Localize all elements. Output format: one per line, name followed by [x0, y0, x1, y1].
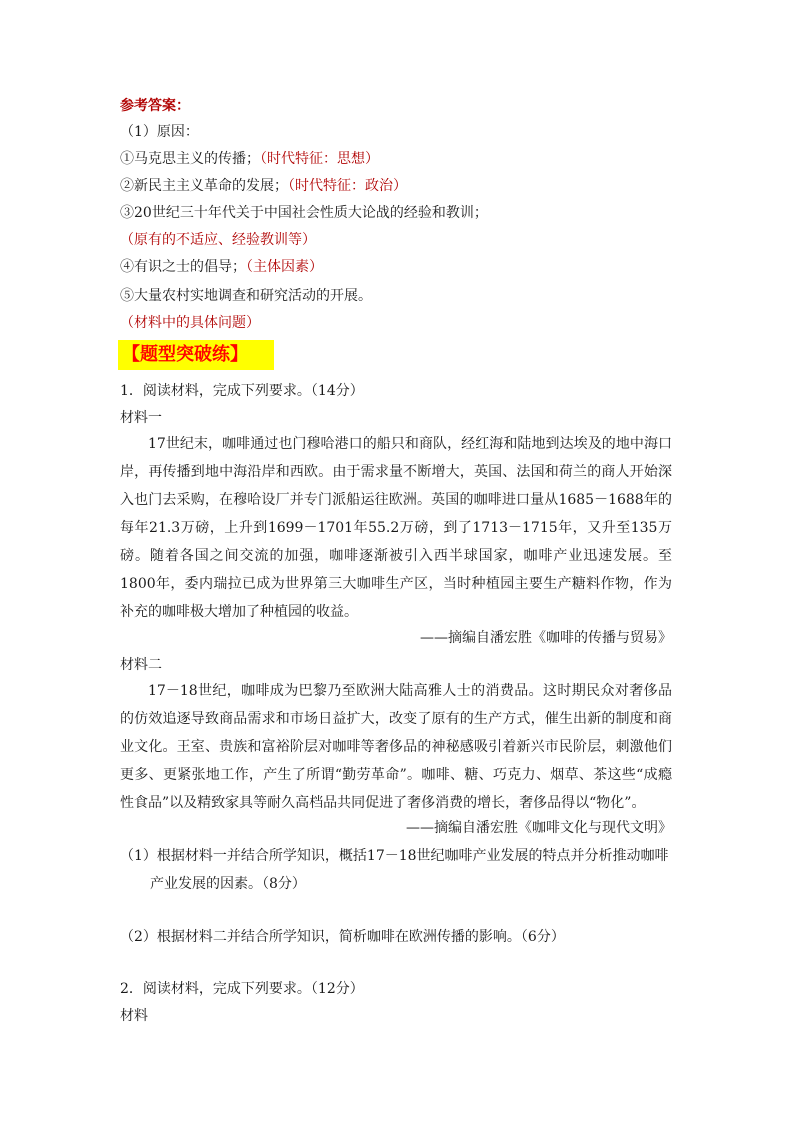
- q2-material-label: 材料: [120, 1008, 148, 1024]
- answer-line-1: （1）原因：: [120, 124, 199, 140]
- answer-item-1-note: （时代特征：思想）: [260, 151, 379, 167]
- q1-material-2-paragraph: 17－18世纪，咖啡成为巴黎乃至欧洲大陆高雅人士的消费品。这时期民众对奢侈品的仿效追逐导致商品需求和市场日益扩大，改变了原有的生产方式，催生出新的制度和商业文化。王室、贵族和富裕阶层对咖啡等奢侈品的神秘感吸引着新兴市民阶层，刺激他们更多、更紧张地工作，产生了所谓“勤劳革命”。咖啡、糖、巧克力、烟草、茶这些“成瘾性食品”以及精致家具等耐久高档品共同促进了奢侈消费的增长，奢侈品得以“物化”。: [120, 683, 672, 811]
- answer-title: 参考答案：: [120, 98, 190, 114]
- q1-sub-question-2: （2）根据材料二并结合所学知识，简析咖啡在欧洲传播的影响。（6分）: [120, 929, 565, 945]
- q1-material-1-source: ——摘编自潘宏胜《咖啡的传播与贸易》: [420, 630, 672, 646]
- q1-material-1-label: 材料一: [120, 410, 162, 426]
- answer-item-2: [120, 176, 407, 196]
- q1-stem: 1．阅读材料，完成下列要求。（14分）: [120, 383, 364, 399]
- answer-item-5-note: （材料中的具体问题）: [120, 315, 260, 331]
- q2-stem: 2．阅读材料，完成下列要求。（12分）: [120, 981, 364, 997]
- q1-sub-question-1-text: （1）根据材料一并结合所学知识，概括17－18世纪咖啡产业发展的特点并分析推动咖啡产业发展的因素。（8分）: [120, 848, 669, 892]
- answer-item-3-text: ③20世纪三十年代关于中国社会性质大论战的经验和教训；: [120, 205, 488, 221]
- q1-sub-question-1: [120, 842, 676, 898]
- q1-material-2-text: [120, 677, 672, 817]
- q1-material-2-source: ——摘编自潘宏胜《咖啡文化与现代文明》: [406, 820, 672, 836]
- answer-item-4-text: ④有识之士的倡导；: [120, 259, 246, 275]
- answer-item-3-note: （原有的不适应、经验教训等）: [120, 232, 316, 248]
- q1-material-1-text: [120, 430, 672, 626]
- answer-item-4-note: （主体因素）: [246, 259, 323, 275]
- section-banner: 【题型突破练】: [118, 340, 274, 370]
- answer-item-2-note: （时代特征：政治）: [288, 178, 407, 194]
- q1-material-1-paragraph: 17世纪末，咖啡通过也门穆哈港口的船只和商队，经红海和陆地到达埃及的地中海口岸，再传播到地中海沿岸和西欧。由于需求量不断增大，英国、法国和荷兰的商人开始深入也门去采购，在穆哈设厂并专门派船运往欧洲。英国的咖啡进口量从1685－1688年的每年21.3万磅，上升到1699－1701年55.2万磅，到了1713－1715年，又升至135万磅。随着各国之间交流的加强，咖啡逐渐被引入西半球国家，咖啡产业迅速发展。至1800年，委内瑞拉已成为世界第三大咖啡生产区，当时种植园主要生产糖料作物，作为补充的咖啡极大增加了种植园的收益。: [120, 436, 672, 620]
- answer-item-5-text: ⑤大量农村实地调查和研究活动的开展。: [120, 288, 372, 304]
- q1-material-2-label: 材料二: [120, 657, 162, 673]
- answer-item-2-text: ②新民主主义革命的发展；: [120, 178, 288, 194]
- answer-item-1-text: ①马克思主义的传播；: [120, 151, 260, 167]
- answer-item-1: [120, 149, 379, 169]
- answer-item-4: [120, 257, 323, 277]
